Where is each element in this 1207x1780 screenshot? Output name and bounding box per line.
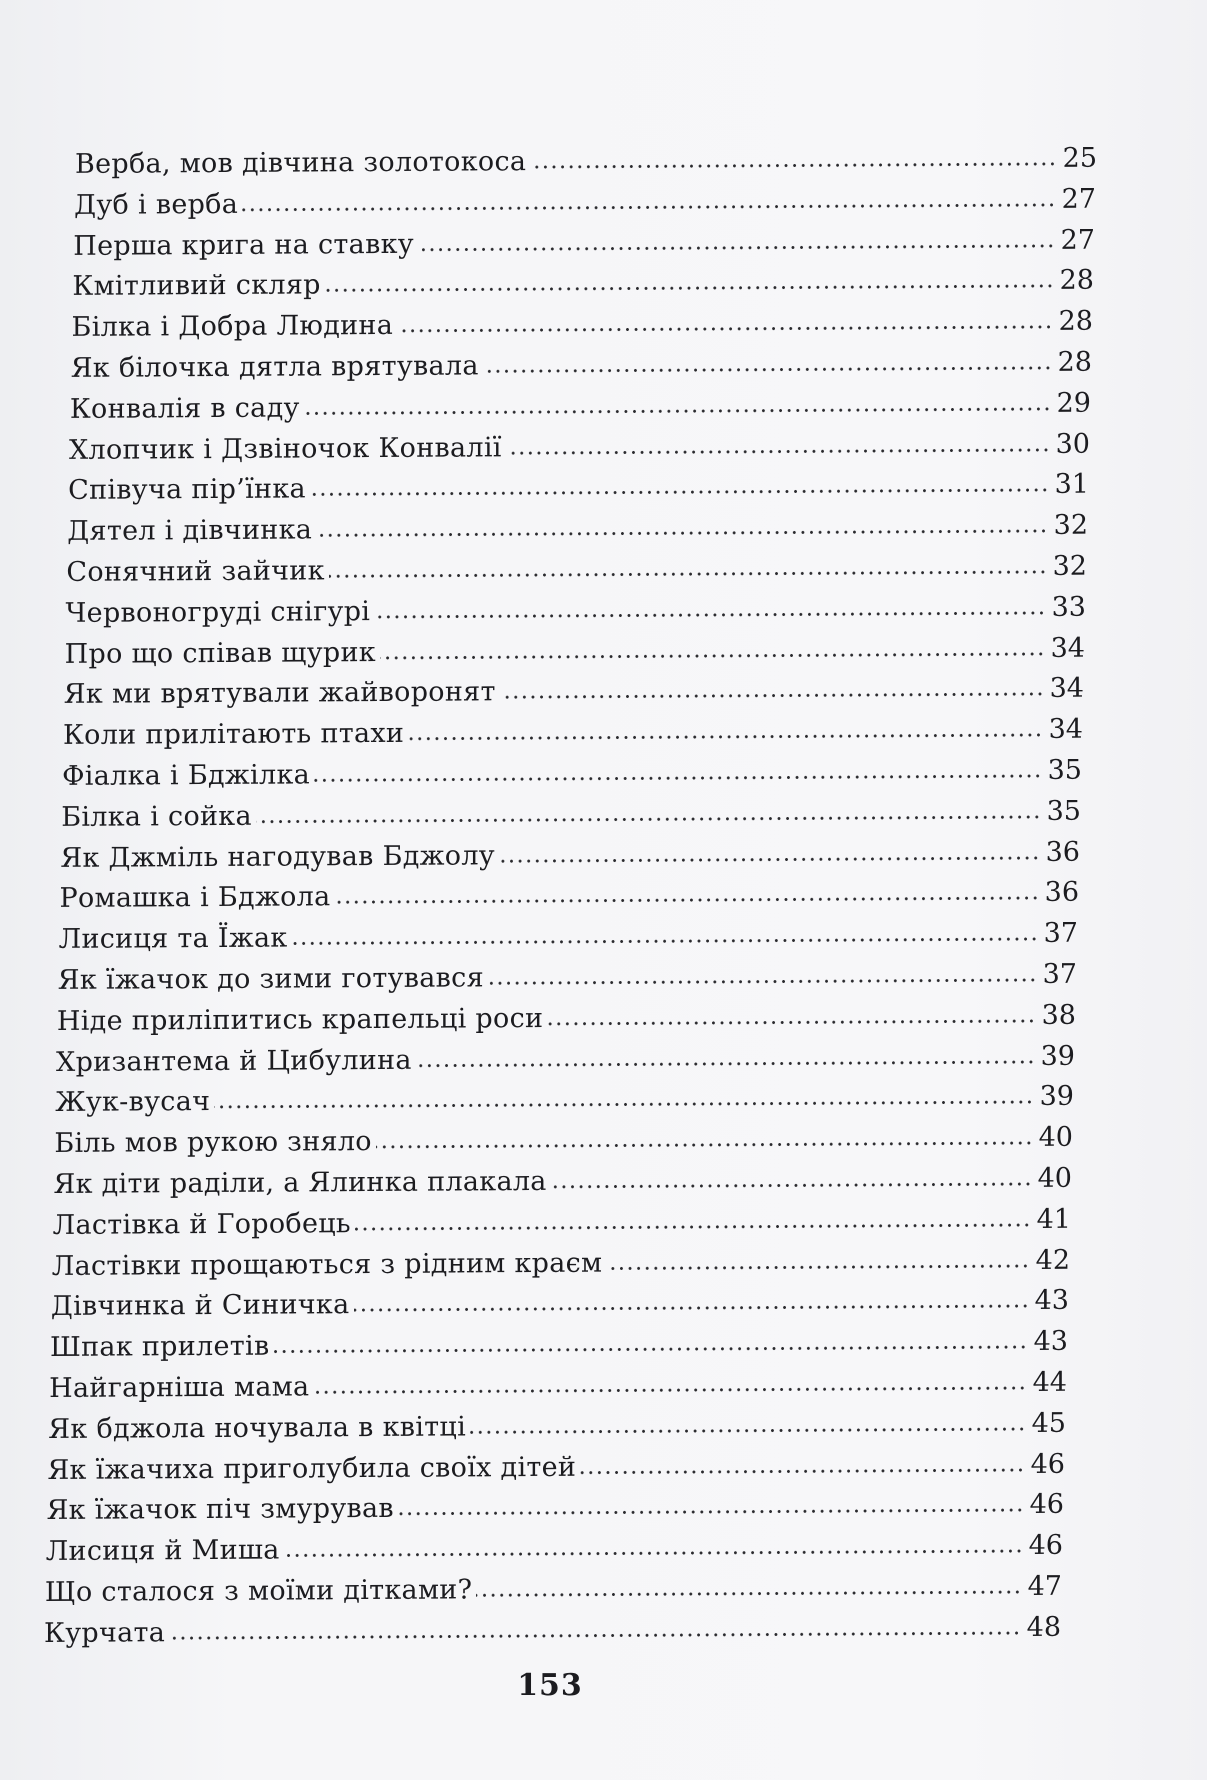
dot-leader (316, 529, 1048, 537)
toc-entry (0, 1322, 1068, 1369)
toc-entry (0, 1444, 1065, 1491)
toc-entry-page: 44 (1032, 1366, 1067, 1398)
toc-entry-title: Курчата (44, 1616, 166, 1649)
toc-entry-title: Дуб і верба (74, 188, 239, 221)
toc-entry-page: 48 (1026, 1611, 1061, 1643)
toc-entry (0, 1363, 1067, 1410)
dot-leader (314, 774, 1042, 782)
toc-entry-page: 40 (1037, 1162, 1072, 1194)
toc-entry-title: Лисиця й Миша (45, 1534, 280, 1568)
toc-entry-title: Сонячний зайчик (66, 555, 325, 588)
dot-leader (408, 733, 1043, 741)
toc-entry-title: Шпак прилетів (50, 1330, 270, 1364)
toc-entry-page: 38 (1041, 999, 1076, 1031)
toc-entry-title: Як бджола ночувала в квітці (48, 1411, 467, 1445)
toc-entry-page: 28 (1058, 305, 1093, 338)
toc-entry-title: Хризантема й Цибулина (56, 1044, 412, 1078)
toc-entry-page: 32 (1052, 550, 1087, 582)
toc-entry-title: Ластівки прощаються з рідним краєм (51, 1247, 603, 1282)
toc-entry-page: 31 (1054, 469, 1089, 501)
dot-leader (580, 1467, 1025, 1474)
dot-leader (380, 651, 1045, 659)
dot-leader (313, 1386, 1027, 1394)
toc-entry-page: 46 (1028, 1529, 1063, 1562)
toc-entry-page: 35 (1047, 754, 1082, 786)
toc-entry-page: 27 (1060, 224, 1095, 256)
toc-entry-title: Найгарніша мама (49, 1371, 310, 1404)
toc-entry-title: Лисиця та Їжак (58, 922, 288, 956)
toc-entry-title: Коли прилітають птахи (62, 717, 405, 752)
toc-entry-page: 43 (1033, 1325, 1068, 1358)
toc-entry (0, 343, 1092, 390)
dot-leader (488, 978, 1037, 985)
toc-entry-page: 34 (1049, 673, 1084, 705)
toc-entry-title: Як їжачок до зими готувався (57, 962, 484, 996)
toc-entry (0, 710, 1083, 757)
toc-entry-title: Фіалка і Бджілка (62, 759, 311, 792)
page-number: 153 (517, 1668, 583, 1703)
toc-entry (0, 1403, 1066, 1450)
toc-entry (0, 1118, 1073, 1165)
dot-leader (304, 407, 1051, 416)
toc-entry-title: Що сталося з моїми дітками? (44, 1574, 473, 1608)
toc-entry-page: 28 (1059, 265, 1094, 297)
dot-leader (376, 1141, 1033, 1149)
toc-entry (0, 669, 1084, 716)
dot-leader (500, 692, 1044, 699)
dot-leader (292, 937, 1038, 946)
toc-entry (0, 547, 1087, 594)
dot-leader (530, 162, 1057, 169)
dot-leader (551, 1182, 1032, 1189)
toc-entry (0, 628, 1085, 675)
dot-leader (398, 1508, 1024, 1516)
dot-leader (335, 896, 1039, 904)
dot-leader (506, 447, 1050, 454)
toc-entry-page: 41 (1036, 1203, 1071, 1235)
toc-entry (0, 587, 1086, 634)
dot-leader (374, 611, 1046, 619)
toc-entry (0, 1526, 1063, 1573)
toc-entry-title: Як їжачок піч змурував (46, 1493, 394, 1527)
toc-entry-title: Білка і сойка (61, 800, 252, 833)
toc-entry-page: 39 (1039, 1081, 1074, 1113)
toc-entry (0, 1240, 1070, 1287)
toc-entry-page: 37 (1043, 917, 1078, 950)
toc-entry-title: Конвалія в саду (69, 392, 300, 425)
toc-entry (0, 1607, 1061, 1654)
toc-entry-page: 34 (1050, 632, 1085, 664)
toc-entry (0, 873, 1079, 920)
toc-entry (0, 914, 1078, 961)
dot-leader (470, 1427, 1026, 1434)
toc-entry-page: 36 (1044, 877, 1079, 909)
toc-entry (0, 302, 1093, 349)
dot-leader (499, 855, 1040, 862)
toc-entry-title: Білка і Добра Людина (71, 310, 394, 344)
toc-entry-page: 25 (1062, 142, 1097, 174)
toc-entry-page: 32 (1053, 509, 1088, 542)
toc-entry-title: Червоногруді снігурі (65, 595, 371, 629)
toc-entry-title: Ромашка і Бджола (59, 881, 331, 915)
table-of-contents (0, 142, 1207, 1651)
toc-entry-page: 35 (1046, 795, 1081, 827)
dot-leader (416, 1059, 1035, 1067)
dot-leader (418, 243, 1055, 251)
toc-entry-title: Верба, мов дівчина золотокоса (75, 146, 527, 180)
toc-entry-title: Біль мов рукою зняло (54, 1126, 372, 1160)
toc-entry-page: 37 (1042, 958, 1077, 990)
dot-leader (273, 1345, 1028, 1354)
toc-entry-page: 30 (1055, 428, 1090, 460)
dot-leader (483, 366, 1052, 373)
dot-leader (242, 203, 1056, 212)
toc-entry-page: 45 (1031, 1407, 1066, 1439)
toc-entry-title: Як ми врятували жайворонят (63, 676, 496, 711)
toc-entry-title: Дятел і дівчинка (67, 514, 313, 548)
toc-entry (0, 139, 1097, 186)
toc-entry (0, 1036, 1075, 1083)
toc-entry-title: Як їжачиха приголубила своїх дітей (47, 1451, 577, 1486)
toc-entry-page: 33 (1051, 591, 1086, 623)
toc-entry (0, 465, 1089, 512)
toc-entry-page: 34 (1048, 713, 1083, 746)
dot-leader (284, 1549, 1023, 1558)
dot-leader (329, 570, 1047, 578)
dot-leader (169, 1631, 1021, 1640)
toc-entry-page: 27 (1061, 183, 1096, 215)
dot-leader (214, 1100, 1034, 1109)
toc-entry-page: 29 (1056, 387, 1091, 419)
dot-leader (476, 1590, 1022, 1597)
dot-leader (397, 325, 1053, 333)
toc-entry (0, 1485, 1064, 1532)
toc-entry (0, 832, 1080, 879)
toc-entry-page: 46 (1030, 1448, 1065, 1480)
toc-entry-page: 43 (1034, 1285, 1069, 1317)
dot-leader (325, 284, 1054, 292)
toc-entry (0, 424, 1090, 471)
toc-entry-page: 39 (1040, 1040, 1075, 1072)
toc-entry (0, 220, 1095, 267)
toc-entry-title: Співуча пір’їнка (68, 473, 306, 507)
toc-entry (0, 261, 1094, 308)
dot-leader (547, 1019, 1036, 1026)
toc-entry (0, 955, 1077, 1002)
dot-leader (354, 1304, 1029, 1312)
toc-entry (0, 506, 1088, 553)
dot-leader (310, 488, 1049, 497)
toc-entry (0, 995, 1076, 1042)
toc-entry (0, 1567, 1062, 1614)
toc-entry-page: 40 (1038, 1121, 1073, 1154)
toc-entry-title: Жук-вусач (55, 1086, 211, 1119)
toc-entry-title: Хлопчик і Дзвіночок Конвалії (68, 431, 502, 466)
toc-entry (0, 791, 1081, 838)
toc-entry-title: Про що співав щурик (64, 636, 376, 670)
toc-entry-title: Дівчинка й Синичка (50, 1289, 350, 1323)
toc-entry-title: Кмітливий скляр (72, 269, 321, 303)
toc-entry-title: Перша крига на ставку (73, 228, 414, 262)
toc-entry-page: 28 (1057, 346, 1092, 378)
toc-entry-title: Ластівка й Горобець (52, 1207, 351, 1241)
dot-leader (256, 815, 1041, 824)
toc-entry-title: Як білочка дятла врятувала (70, 350, 479, 384)
toc-entry-title: Як діти раділи, а Ялинка плакала (53, 1165, 547, 1200)
toc-entry (0, 1159, 1072, 1206)
toc-entry-title: Як Джміль нагодував Бджолу (60, 839, 495, 874)
toc-entry (0, 1281, 1069, 1328)
toc-entry-page: 46 (1029, 1489, 1064, 1521)
toc-entry (0, 751, 1082, 798)
dot-leader (355, 1223, 1031, 1231)
toc-entry (0, 1199, 1071, 1246)
dot-leader (606, 1263, 1030, 1270)
toc-entry-title: Ніде приліпитись крапельці роси (56, 1002, 544, 1037)
toc-entry (0, 383, 1091, 430)
toc-entry-page: 47 (1027, 1570, 1062, 1602)
toc-entry-page: 42 (1035, 1244, 1070, 1276)
toc-entry (0, 179, 1096, 226)
toc-entry (0, 1077, 1074, 1124)
toc-entry-page: 36 (1045, 836, 1080, 868)
